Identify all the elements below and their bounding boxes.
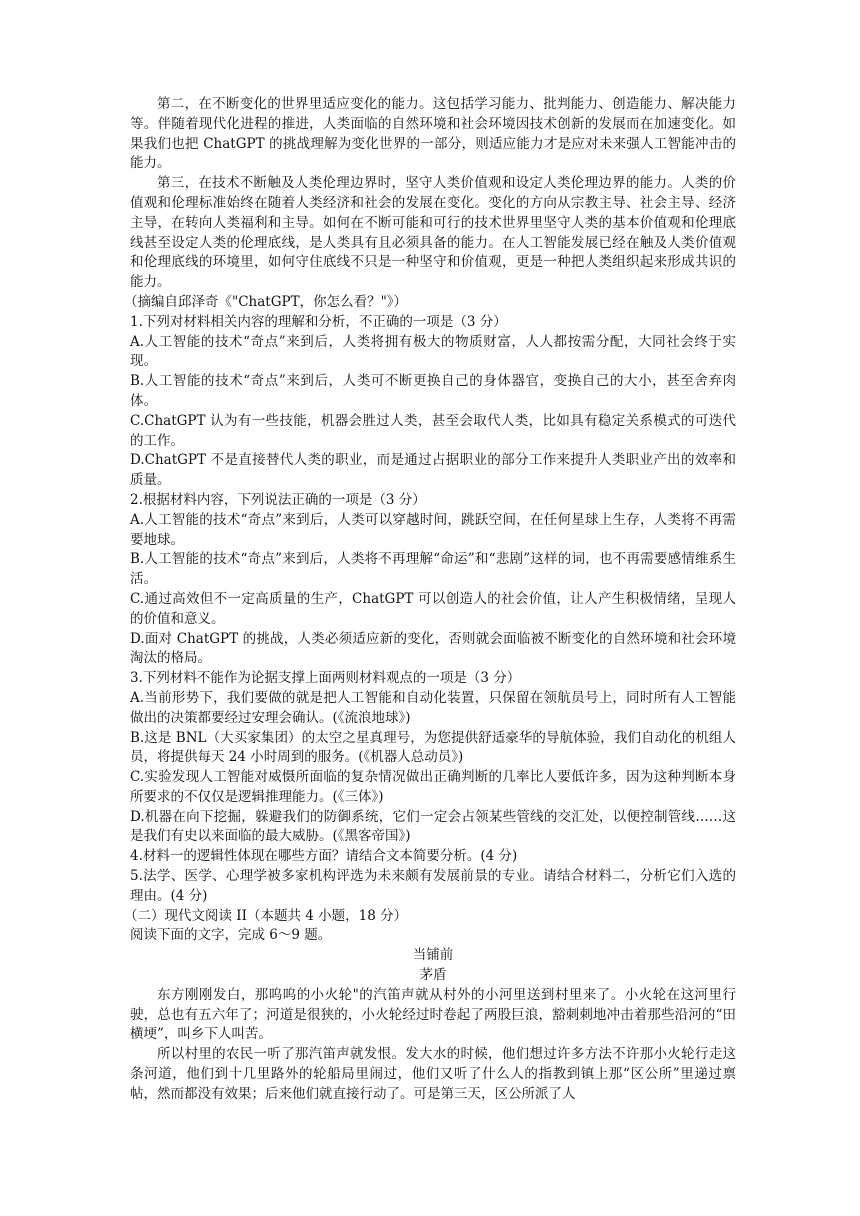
document-page [124,95,736,1105]
question-1-option-d: D.ChatGPT 不是直接替代人类的职业，而是通过占据职业的部分工作来提升人类职业产出的效率和质量。 [130,452,736,489]
source-citation: （摘编自邱泽奇《"ChatGPT，你怎么看？"》） [124,293,408,310]
question-5: 5.法学、医学、心理学被多家机构评选为未来颇有发展前景的专业。请结合材料二，分析它们入选的理由。(4 分) [130,868,736,904]
question-1-option-b: B.人工智能的技术“奇点”来到后，人类可不断更换自己的身体器官，变换自己的大小，甚至舍弃肉体。 [130,373,736,409]
question-1-option-a: A.人工智能的技术“奇点”来到后，人类将拥有极大的物质财富，人人都按需分配，大同社会终于实现。 [130,333,736,370]
question-2-option-d: D.面对 ChatGPT 的挑战，人类必须适应新的变化，否则就会面临被不断变化的自然环境和社会环境淘汰的格局。 [130,630,736,667]
question-3: 3.下列材料不能作为论据支撑上面两则材料观点的一项是（3 分） [130,670,521,687]
paragraph-ability-three: 第三，在技术不断触及人类伦理边界时，坚守人类价值观和设定人类伦理边界的能力。人类的价值观和伦理标准始终在随着人类经济和社会的发展在变化。变化的方向从宗教主导、社会主导、经济主导，在转向人类福利和主导。如何在不断可能和可行的技术世界里坚守人类的基本价值观和伦理底线甚至设定人类的伦理底线，是人类具有且必须具备的能力。在人工智能发展已经在触及人类价值观和伦理底线的环境里，如何守住底线不只是一种坚守和价值观，更是一种把人类组织起来形成共识的能力。 [130,175,736,291]
question-3-option-c: C.实验发现人工智能对威慑所面临的复杂情况做出正确判断的几率比人要低许多，因为这种判断本身所要求的不仅仅是逻辑推理能力。(《三体》) [130,769,736,805]
question-4: 4.材料一的逻辑性体现在哪些方面？请结合文本简要分析。(4 分) [130,848,518,865]
section-heading: （二）现代文阅读 II（本题共 4 小题，18 分） [124,907,408,924]
reading-instruction: 阅读下面的文字，完成 6～9 题。 [130,927,332,944]
question-2: 2.根据材料内容，下列说法正确的一项是（3 分） [130,491,426,508]
question-2-option-c: C.通过高效但不一定高质量的生产，ChatGPT 可以创造人的社会价值，让人产生积极情绪，呈现人的价值和意义。 [130,590,736,627]
paragraph-ability-two: 第二，在不断变化的世界里适应变化的能力。这包括学习能力、批判能力、创造能力、解决能力等。伴随着现代化进程的推进，人类面临的自然环境和社会环境因技术创新的发展而在加速变化。如果我们也把 ChatGPT 的挑战理解为变化世界的一部分，则适应能力才是应对未来强人工智能冲击的能力。 [130,96,736,172]
question-3-option-a: A.当前形势下，我们要做的就是把人工智能和自动化装置，只保留在领航员号上，同时所有人工智能做出的决策都要经过安理会确认。(《流浪地球》) [130,689,736,726]
question-1-option-c: C.ChatGPT 认为有一些技能，机器会胜过人类，甚至会取代人类，比如具有稳定关系模式的可迭代的工作。 [130,412,736,449]
story-paragraph-1: 东方刚刚发白，那呜呜的小火轮"的汽笛声就从村外的小河里送到村里来了。小火轮在这河里行驶，总也有五六年了；河道是很狭的，小火轮经过时卷起了两股巨浪，豁刺刺地冲击着那些沿河的“田横埂”，叫乡下人叫苦。 [130,986,736,1043]
story-title: 当铺前 [412,947,454,964]
question-3-option-b: B.这是 BNL（大买家集团）的太空之星真理号，为您提供舒适豪华的导航体验，我们自动化的机组人员，将提供每天 24 小时周到的服务。(《机器人总动员》) [130,729,736,766]
story-paragraph-2: 所以村里的农民一听了那汽笛声就发恨。发大水的时候，他们想过许多方法不许那小火轮行走这条河道，他们到十几里路外的轮船局里闹过，他们又听了什么人的指教到镇上那“区公所”里递过禀帖，然而都没有效果；后来他们就直接行动了。可是第三天，区公所派了人 [130,1046,736,1102]
story-author: 茅盾 [419,967,447,984]
question-3-option-d: D.机器在向下挖掘，躲避我们的防御系统，它们一定会占领某些管线的交汇处，以便控制管线……这是我们有史以来面临的最大威胁。(《黑客帝国》) [130,808,736,845]
question-1: 1.下列对材料相关内容的理解和分析，不正确的一项是（3 分） [130,313,507,330]
question-2-option-a: A.人工智能的技术“奇点”来到后，人类可以穿越时间，跳跃空间，在任何星球上生存，人类将不再需要地球。 [130,511,736,548]
question-2-option-b: B.人工智能的技术“奇点”来到后，人类将不再理解“命运”和“悲剧”这样的词，也不再需要感情维系生活。 [130,551,736,588]
